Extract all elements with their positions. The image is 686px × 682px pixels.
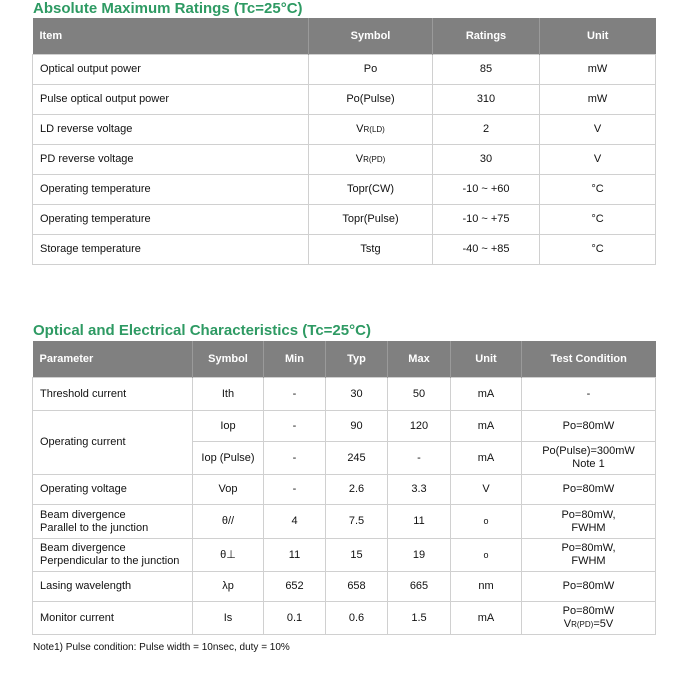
cell-max: - <box>388 442 451 475</box>
parameter-line-2: Perpendicular to the junction <box>40 555 180 567</box>
cell-condition <box>522 602 656 635</box>
table-row-beam-perpendicular <box>33 539 656 572</box>
cell-item: LD reverse voltage <box>33 115 309 145</box>
table-row <box>33 205 656 235</box>
cell-parameter: Operating voltage <box>33 475 193 505</box>
col-header-unit: Unit <box>540 18 656 55</box>
condition-line-2: FWHM <box>571 521 606 534</box>
cell-rating: 2 <box>433 115 540 145</box>
col-header-test-condition: Test Condition <box>522 341 656 378</box>
cell-typ: 0.6 <box>326 602 388 635</box>
header-row <box>33 341 656 378</box>
cell-typ: 2.6 <box>326 475 388 505</box>
parameter-line-1: Beam divergence <box>40 508 126 521</box>
characteristics-title: Optical and Electrical Characteristics (Tc=25°C) <box>33 322 371 339</box>
symbol-text: Tstg <box>360 243 381 255</box>
cell-symbol: Iop <box>193 411 264 442</box>
col-header-max: Max <box>388 341 451 378</box>
condition-line-1: Po(Pulse)=300mW <box>542 445 635 457</box>
cell-item: Storage temperature <box>33 235 309 265</box>
cell-max: 665 <box>388 572 451 602</box>
table-row <box>33 235 656 265</box>
absolute-max-table <box>32 18 656 265</box>
cell-item: PD reverse voltage <box>33 145 309 175</box>
symbol-text: Po(Pulse) <box>346 93 395 105</box>
cell-min: - <box>264 411 326 442</box>
cell-parameter: Lasing wavelength <box>33 572 193 602</box>
cell-min: 4 <box>264 505 326 539</box>
condition-line-1: Po=80mW, <box>561 508 616 521</box>
cell-symbol: θ// <box>193 505 264 539</box>
cell-parameter: Threshold current <box>33 378 193 411</box>
cell-symbol <box>309 145 433 175</box>
symbol-subscript: R(LD) <box>363 125 385 134</box>
symbol-text: V <box>355 153 364 165</box>
cell-condition <box>522 539 656 572</box>
cell-max: 19 <box>388 539 451 572</box>
cell-symbol <box>309 235 433 265</box>
condition-line-1: Po=80mW, <box>561 542 616 554</box>
cell-item: Operating temperature <box>33 205 309 235</box>
cell-max: 120 <box>388 411 451 442</box>
cell-symbol: Is <box>193 602 264 635</box>
symbol-text: V <box>356 123 364 135</box>
absolute-max-title: Absolute Maximum Ratings (Tc=25°C) <box>33 0 303 17</box>
cell-condition: - <box>522 378 656 411</box>
cell-min: - <box>264 475 326 505</box>
cell-parameter <box>33 505 193 539</box>
cell-symbol <box>309 175 433 205</box>
cell-typ: 245 <box>326 442 388 475</box>
cell-symbol <box>309 115 433 145</box>
cell-rating: 30 <box>433 145 540 175</box>
cell-rating: -10 ~ +75 <box>433 205 540 235</box>
condition-line-2: FWHM <box>571 555 606 567</box>
col-header-symbol: Symbol <box>193 341 264 378</box>
cell-unit: mA <box>451 411 522 442</box>
cell-typ: 15 <box>326 539 388 572</box>
symbol-subscript: R(PD) <box>363 155 386 164</box>
cell-unit: °C <box>540 205 656 235</box>
condition-line-2: Note 1 <box>572 458 605 470</box>
cell-condition <box>522 442 656 475</box>
cell-condition: Po=80mW <box>522 572 656 602</box>
footnote: Note1) Pulse condition: Pulse width = 10nsec, duty = 10% <box>33 642 290 653</box>
cell-parameter: Operating current <box>33 411 193 475</box>
col-header-parameter: Parameter <box>33 341 193 378</box>
cell-parameter: Monitor current <box>33 602 193 635</box>
cell-symbol <box>309 55 433 85</box>
cell-min: 652 <box>264 572 326 602</box>
col-header-symbol: Symbol <box>309 18 433 55</box>
cell-typ: 30 <box>326 378 388 411</box>
table-row <box>33 175 656 205</box>
cell-symbol <box>309 205 433 235</box>
cell-symbol: λp <box>193 572 264 602</box>
symbol-text: Topr(Pulse) <box>342 213 399 225</box>
cell-condition: Po=80mW <box>522 411 656 442</box>
cell-unit: mW <box>540 55 656 85</box>
cell-typ: 90 <box>326 411 388 442</box>
symbol-text: Topr(CW) <box>346 183 395 195</box>
cell-max: 1.5 <box>388 602 451 635</box>
table-row-iop <box>33 411 656 442</box>
cell-rating: -40 ~ +85 <box>433 235 540 265</box>
cell-unit: o <box>451 539 522 572</box>
table-row <box>33 55 656 85</box>
col-header-item: Item <box>33 18 309 55</box>
table-row-beam-parallel <box>33 505 656 539</box>
table-row-lasing <box>33 572 656 602</box>
cell-max: 11 <box>388 505 451 539</box>
table-row <box>33 85 656 115</box>
table-row <box>33 145 656 175</box>
cell-symbol: θ⊥ <box>193 539 264 572</box>
cell-rating: 310 <box>433 85 540 115</box>
condition-line-1: Po=80mW <box>562 605 615 617</box>
cell-symbol: Iop (Pulse) <box>193 442 264 475</box>
cell-min: - <box>264 442 326 475</box>
cell-max: 50 <box>388 378 451 411</box>
cell-min: 0.1 <box>264 602 326 635</box>
cell-unit: V <box>540 145 656 175</box>
parameter-line-1: Beam divergence <box>40 542 126 554</box>
cell-unit: nm <box>451 572 522 602</box>
cell-symbol: Vop <box>193 475 264 505</box>
cell-item: Pulse optical output power <box>33 85 309 115</box>
col-header-min: Min <box>264 341 326 378</box>
condition-symbol-subscript: R(PD) <box>571 620 594 629</box>
col-header-typ: Typ <box>326 341 388 378</box>
col-header-ratings: Ratings <box>433 18 540 55</box>
table-row-vop <box>33 475 656 505</box>
table-row <box>33 115 656 145</box>
header-row <box>33 18 656 55</box>
cell-typ: 658 <box>326 572 388 602</box>
characteristics-table <box>32 341 656 635</box>
cell-unit: mW <box>540 85 656 115</box>
cell-min: - <box>264 378 326 411</box>
cell-unit: °C <box>540 235 656 265</box>
cell-condition <box>522 505 656 539</box>
cell-item: Operating temperature <box>33 175 309 205</box>
cell-unit: mA <box>451 602 522 635</box>
condition-line-2 <box>526 618 651 631</box>
cell-min: 11 <box>264 539 326 572</box>
col-header-unit: Unit <box>451 341 522 378</box>
cell-unit: V <box>451 475 522 505</box>
table-row-monitor <box>33 602 656 635</box>
cell-typ: 7.5 <box>326 505 388 539</box>
cell-rating: 85 <box>433 55 540 85</box>
cell-unit: mA <box>451 442 522 475</box>
cell-unit: mA <box>451 378 522 411</box>
cell-unit: o <box>451 505 522 539</box>
cell-condition: Po=80mW <box>522 475 656 505</box>
symbol-text: Po <box>363 63 378 75</box>
cell-symbol: Ith <box>193 378 264 411</box>
cell-unit: °C <box>540 175 656 205</box>
cell-parameter <box>33 539 193 572</box>
cell-symbol <box>309 85 433 115</box>
cell-unit: V <box>540 115 656 145</box>
cell-item: Optical output power <box>33 55 309 85</box>
cell-max: 3.3 <box>388 475 451 505</box>
cell-rating: -10 ~ +60 <box>433 175 540 205</box>
condition-symbol: V <box>563 618 572 630</box>
condition-value: =5V <box>593 618 614 630</box>
table-row-threshold <box>33 378 656 411</box>
parameter-line-2: Parallel to the junction <box>40 521 149 534</box>
